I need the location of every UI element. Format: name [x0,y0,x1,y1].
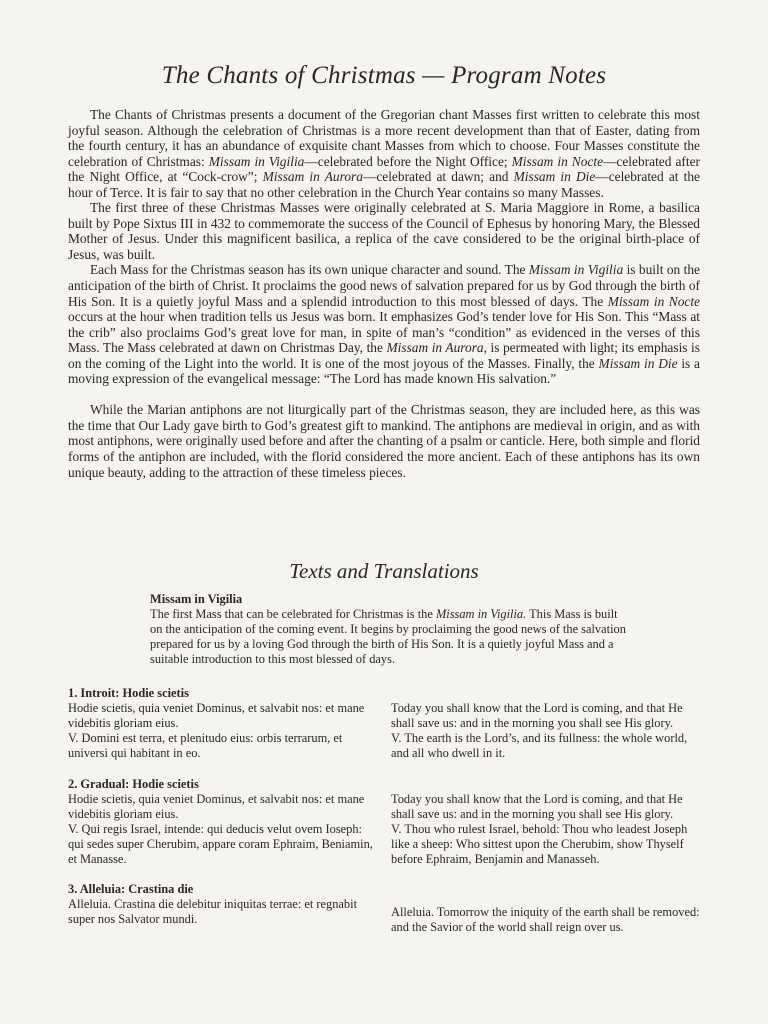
english-translation [391,701,700,761]
english-verse: V. Thou who rulest Israel, behold: Thou who leadest Joseph like a sheep: Who sittest upon the Cherubim, show Thyself before Ephraim, Benjamin and Manasseh. [391,822,688,866]
mass-name: Missam in Aurora [262,169,363,185]
text-run: is built on the anticipation of the birth of Christ. It proclaims the good news of salvation prepared for us by God through the birth of His Son. It is a quietly joyful Mass and a splendid introduction to this most blessed of days. The [68,262,700,309]
intro-paragraph-4: While the Marian antiphons are not liturgically part of the Christmas season, they are included here, as this was the time that Our Lady gave birth to God’s greatest gift to mankind. The antiphons are medieval in origin, and as with most antiphons, were originally used before and after the chanting of a psalm or canticle. Here, both simple and florid forms of the antiphon are included, with the florid considered the more ancient. Each of these antiphons has its own unique beauty, adding to the attraction of these timeless pieces. [68,402,700,480]
mass-name: Missam in Aurora [386,340,484,356]
latin-line: Alleluia. Crastina die delebitur iniquitas terrae: et regnabit super nos Salvator mundi. [68,897,358,926]
text-run: This Mass is built on the anticipation of the coming event. It begins by proclaiming the good news of the salvation prepared for us by a loving God through the birth of His Son. It is a quietly joyful Mass and a suitable introduction to this most blessed of days. [150,607,626,666]
vigilia-intro [150,592,630,667]
text-run: —celebrated at dawn; and [362,169,514,185]
text-run: , is permeated with light; its emphasis is on the coming of the Light into the world. It is one of the most joyous of the Masses. Finally, the [68,340,700,371]
mass-name: Missam in Nocte [607,293,700,309]
text-run: —celebrated before the Night Office; [304,153,512,169]
vigilia-text [150,607,630,667]
latin-text [68,792,376,867]
chant-heading: 2. Gradual: Hodie scietis [68,777,199,791]
latin-line: Hodie scietis, quia veniet Dominus, et salvabit nos: et mane videbitis gloriam eius. [68,792,365,821]
intro-paragraph-3 [68,262,700,386]
mass-name: Missam in Vigilia. [435,607,527,621]
english-line: Today you shall know that the Lord is coming, and that He shall save us: and in the morning you shall see His glory. [391,792,683,821]
chant-heading: 3. Alleluia: Crastina die [68,882,194,896]
intro-paragraph-2: The first three of these Christmas Masses were originally celebrated at S. Maria Maggiore in Rome, a basilica built by Pope Sixtus III in 432 to commemorate the success of the Council of Ephesus by honoring Mary, the Blessed Mother of Jesus. Under this magnificent basilica, a replica of the cave considered to be the original birth-place of Jesus, was built. [68,200,700,262]
latin-text [68,701,376,761]
latin-verse: V. Qui regis Israel, intende: qui deducis velut ovem Ioseph: qui sedes super Cherubim, appare coram Ephraim, Beniamin, et Manasse. [68,822,373,866]
program-notes [68,107,700,480]
page-title: The Chants of Christmas — Program Notes [161,62,607,89]
vigilia-heading: Missam in Vigilia [150,592,243,606]
chant-section-alleluia [68,882,700,934]
text-run: occurs at the hour when tradition tells us Jesus was born. It emphasizes God’s tender love for His Son. This “Mass at the crib” also proclaims God’s great love for man, in spite of man’s “condition” as evidenced in the verses of this Mass. The Mass celebrated at dawn on Christmas Day, the [68,309,700,356]
english-translation [391,792,700,867]
text-run: The first Mass that can be celebrated for Christmas is the [150,607,436,621]
text-run: —celebrated after the Night Office, at “Cock-crow”; [68,153,700,185]
text-run: The Chants of Christmas presents a document of the Gregorian chant Masses first written to celebrate this most joyful season. Although the celebration of Christmas is a more recent development than that of Easter, dating from the fourth century, it has an abundance of exquisite chant Masses from which to choose. Four Masses constitute the celebration of Christmas: [68,107,700,169]
intro-paragraph-1 [68,107,700,200]
mass-name: Missam in Vigilia [208,153,305,169]
section-title: Texts and Translations [289,559,479,583]
text-run: Each Mass for the Christmas season has its own unique character and sound. The [90,262,529,278]
english-line: Alleluia. Tomorrow the iniquity of the earth shall be removed: and the Savior of the world shall reign over us. [391,905,700,934]
text-run: —celebrated at the hour of Terce. It is fair to say that no other celebration in the Church Year contains so many Masses. [68,169,700,200]
latin-line: Hodie scietis, quia veniet Dominus, et salvabit nos: et mane videbitis gloriam eius. [68,701,365,730]
chant-heading: 1. Introit: Hodie scietis [68,686,189,700]
latin-verse: V. Domini est terra, et plenitudo eius: orbis terrarum, et universi qui habitant in eo. [68,731,343,760]
mass-name: Missam in Nocte [511,153,604,169]
chant-section-gradual [68,777,700,866]
latin-text [68,897,376,927]
mass-name: Missam in Die [598,355,678,371]
mass-name: Missam in Vigilia [528,262,624,278]
english-verse: V. The earth is the Lord’s, and its fullness: the whole world, and all who dwell in it. [391,731,688,760]
english-line: Today you shall know that the Lord is coming, and that He shall save us: and in the morning you shall see His glory. [391,701,683,730]
english-translation [391,905,700,935]
chant-section-introit [68,686,700,760]
mass-name: Missam in Die [513,169,596,185]
text-run: is a moving expression of the evangelical message: “The Lord has made known His salvation.” [68,355,700,387]
